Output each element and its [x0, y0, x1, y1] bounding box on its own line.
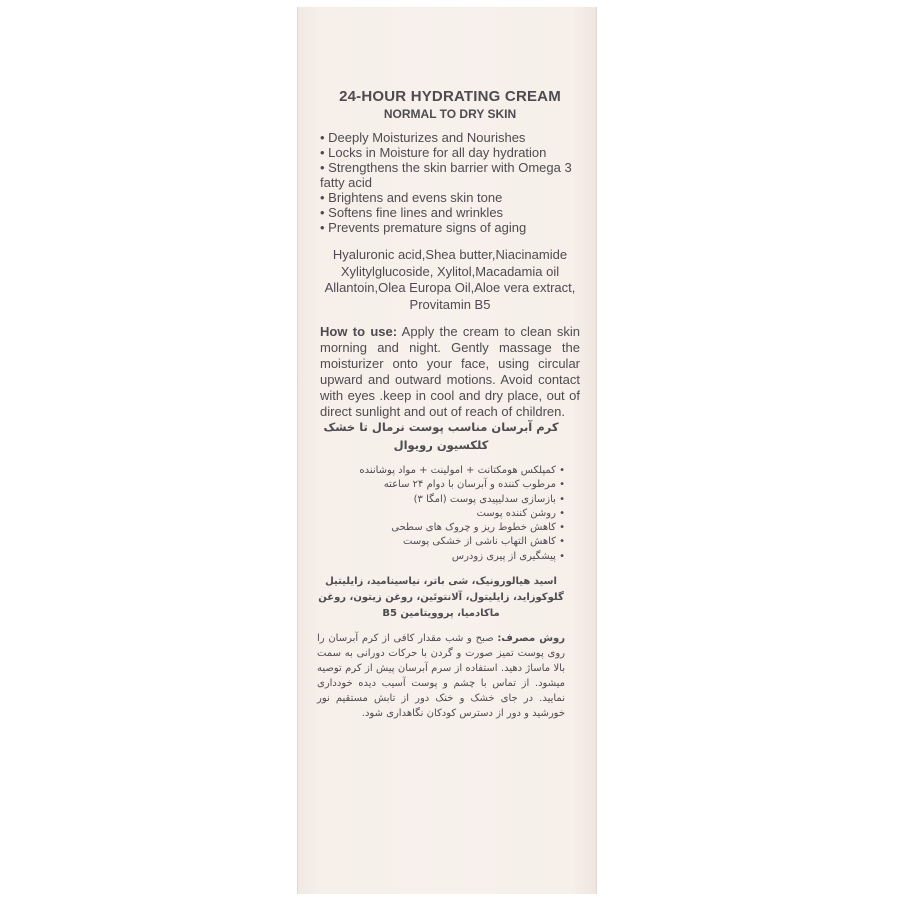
how-to-use-label-fa: روش مصرف: — [497, 633, 565, 645]
how-to-use-en — [320, 324, 580, 420]
how-to-use-text-en: Apply the cream to clean skin morning and night. Gently massage the moisturizer onto your face, using circular upward and outward motions. Avoid contact with eyes .keep in cool and dry place, out of direct sunlight and out of reach of children. — [320, 324, 580, 419]
benefit-item: • Prevents premature signs of aging — [320, 220, 580, 235]
benefit-item: • Brightens and evens skin tone — [320, 190, 580, 205]
persian-title-line1: کرم آبرسان مناسب پوست نرمال تا خشک — [323, 420, 559, 434]
benefit-item: • Deeply Moisturizes and Nourishes — [320, 130, 580, 145]
benefit-item-fa: • کاهش خطوط ریز و چروک های سطحی — [317, 521, 565, 535]
product-subtitle: NORMAL TO DRY SKIN — [383, 107, 517, 121]
benefit-item-fa: • روشن کننده پوست — [317, 507, 565, 521]
benefits-list-en — [320, 130, 580, 235]
benefit-item-fa: • کاهش التهاب ناشی از خشکی پوست — [317, 535, 565, 549]
benefit-item-fa: • بازسازی سدلیپیدی پوست (امگا ۳) — [317, 493, 565, 507]
how-to-use-text-fa: صبح و شب مقدار کافی از کرم آبرسان را روی پوست تمیز صورت و گردن با حرکات دورانی به سمت بالا ماساژ دهید. استفاده از سرم آبرسان پیش از کرم توصیه میشود. از تماس با چشم و پوست آسیب دیده خودداری نمایید. در جای خشک و خنک دور از تابش مستقیم نور خورشید و دور از دسترس کودکان نگاهداری شود. — [317, 633, 565, 720]
product-title: 24-HOUR HYDRATING CREAM — [339, 88, 561, 105]
benefit-item: • Locks in Moisture for all day hydration — [320, 145, 580, 160]
benefit-item-fa: • پیشگیری از پیری زودرس — [317, 550, 565, 564]
ingredients-en: Hyaluronic acid,Shea butter,Niacinamide Xylitylglucoside, Xylitol,Macadamia oil Allantoin,Olea Europa Oil,Aloe vera extract, Provitamin B5 — [324, 247, 576, 312]
persian-title — [317, 418, 565, 454]
persian-section — [317, 418, 565, 721]
ingredients-fa: اسید هیالورونیک، شی باتر، نیاسینامید، زایلیتیل گلوکوزاید، زایلیتول، آلانتوئین، روغن زیتون، روغن ماکادمیا، پروویتامین B5 — [318, 576, 564, 620]
how-to-use-fa — [317, 631, 565, 721]
benefit-item-fa: • مرطوب کننده و آبرسان با دوام ۲۴ ساعته — [317, 478, 565, 492]
english-section — [320, 88, 580, 420]
benefits-list-fa — [317, 464, 565, 564]
benefit-item-fa: • کمپلکس هومکتانت + امولینت + مواد پوشاننده — [317, 464, 565, 478]
benefit-item: • Strengthens the skin barrier with Omega 3 fatty acid — [320, 160, 580, 190]
persian-title-line2: کلکسیون رویوال — [393, 438, 489, 452]
how-to-use-label-en: How to use: — [320, 324, 398, 339]
benefit-item: • Softens fine lines and wrinkles — [320, 205, 580, 220]
